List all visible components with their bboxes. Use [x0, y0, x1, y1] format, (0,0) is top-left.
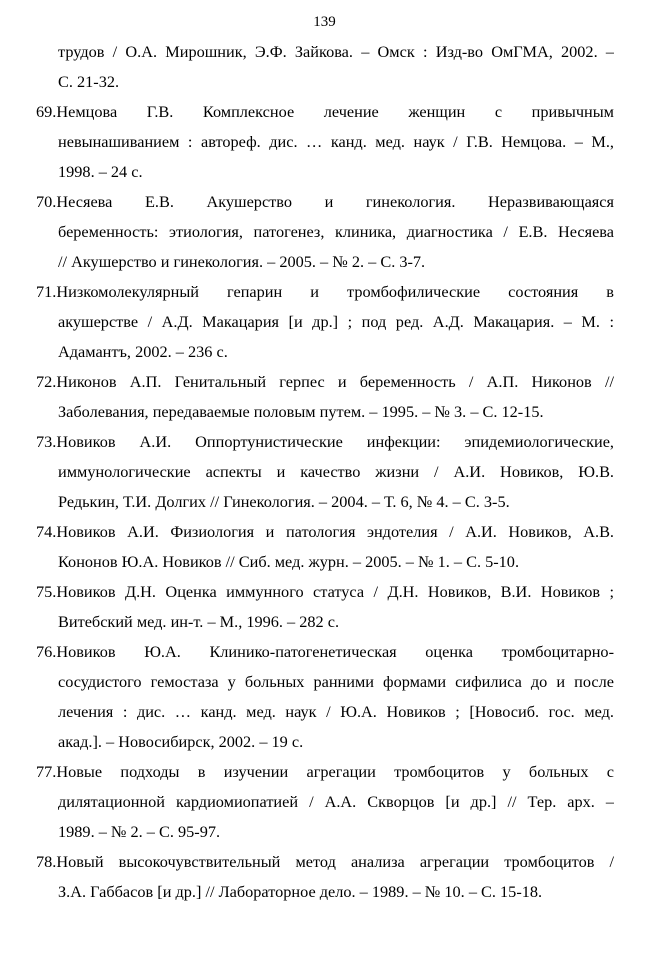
reference-line: 69.Немцова Г.В. Комплексное лечение женщин с привычным — [36, 102, 614, 121]
reference-line: акад.]. – Новосибирск, 2002. – 19 с. — [58, 732, 304, 751]
reference-line: 1989. – № 2. – С. 95-97. — [58, 822, 221, 841]
reference-line: 70.Несяева Е.В. Акушерство и гинекология. Неразвивающаяся — [36, 192, 614, 211]
reference-line: 77.Новые подходы в изучении агрегации тромбоцитов у больных с — [36, 762, 614, 781]
reference-line: Редькин, Т.И. Долгих // Гинекология. – 2004. – Т. 6, № 4. – С. 3-5. — [58, 492, 510, 511]
reference-line: З.А. Габбасов [и др.] // Лабораторное дело. – 1989. – № 10. – С. 15-18. — [58, 882, 543, 901]
reference-line: трудов / О.А. Мирошник, Э.Ф. Зайкова. – Омск : Изд-во ОмГМА, 2002. – — [58, 42, 614, 61]
reference-line: // Акушерство и гинекология. – 2005. – № 2. – С. 3-7. — [58, 252, 426, 271]
reference-line: Адамантъ, 2002. – 236 с. — [58, 342, 228, 361]
reference-line: С. 21-32. — [58, 72, 120, 91]
reference-line: 76.Новиков Ю.А. Клинико-патогенетическая оценка тромбоцитарно- — [36, 642, 614, 661]
reference-line: 72.Никонов А.П. Генитальный герпес и беременность / А.П. Никонов // — [36, 372, 614, 391]
reference-line: невынашиванием : автореф. дис. … канд. мед. наук / Г.В. Немцова. – М., — [58, 132, 614, 151]
reference-line: беременность: этиология, патогенез, клиника, диагностика / Е.В. Несяева — [58, 222, 614, 241]
reference-line: Заболевания, передаваемые половым путем. – 1995. – № 3. – С. 12-15. — [58, 402, 544, 421]
reference-line: лечения : дис. … канд. мед. наук / Ю.А. Новиков ; [Новосиб. гос. мед. — [58, 702, 614, 721]
reference-line: дилятационной кардиомиопатией / А.А. Скворцов [и др.] // Тер. арх. – — [58, 792, 614, 811]
reference-line: Витебский мед. ин-т. – М., 1996. – 282 с. — [58, 612, 340, 631]
page-number: 139 — [313, 14, 336, 30]
reference-line: Кононов Ю.А. Новиков // Сиб. мед. журн. – 2005. – № 1. – С. 5-10. — [58, 552, 520, 571]
reference-line: 73.Новиков А.И. Оппортунистические инфекции: эпидемиологические, — [36, 432, 614, 451]
reference-line: 78.Новый высокочувствительный метод анализа агрегации тромбоцитов / — [36, 852, 614, 871]
bibliography-list — [36, 37, 614, 907]
reference-line: акушерстве / А.Д. Макацария [и др.] ; под ред. А.Д. Макацария. – М. : — [58, 312, 614, 331]
reference-line: 75.Новиков Д.Н. Оценка иммунного статуса / Д.Н. Новиков, В.И. Новиков ; — [36, 582, 614, 601]
reference-line: 71.Низкомолекулярный гепарин и тромбофилические состояния в — [36, 282, 614, 301]
reference-line: сосудистого гемостаза у больных ранними формами сифилиса до и после — [58, 672, 614, 691]
reference-line: 1998. – 24 с. — [58, 162, 143, 181]
reference-line: иммунологические аспекты и качество жизни / А.И. Новиков, Ю.В. — [58, 462, 614, 481]
reference-line: 74.Новиков А.И. Физиология и патология эндотелия / А.И. Новиков, А.В. — [36, 522, 614, 541]
